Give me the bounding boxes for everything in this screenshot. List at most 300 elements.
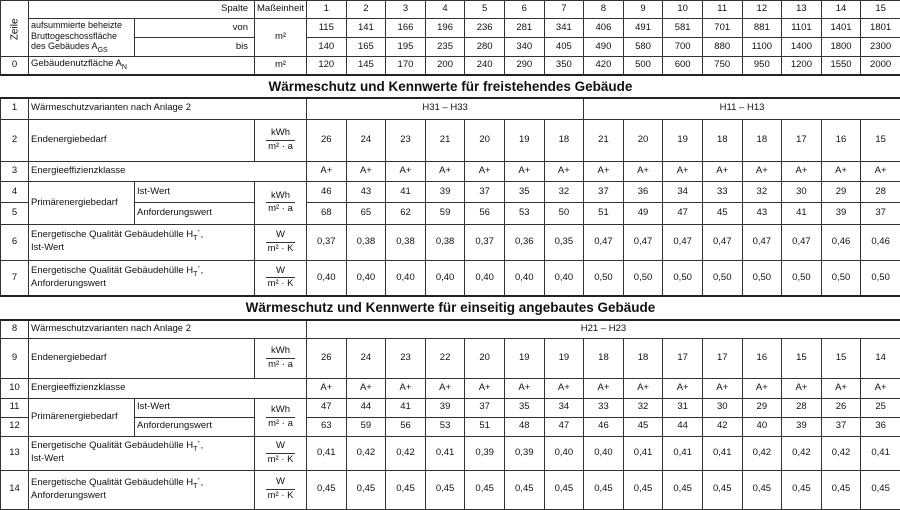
unit: $\frac{W}{\text{m² · K}}$ — [255, 470, 307, 509]
cell: 46 — [584, 417, 624, 436]
cell: 0,40 — [584, 436, 624, 470]
cell: 0,41 — [623, 436, 663, 470]
area-von-row — [1, 19, 900, 38]
cell: 23 — [386, 339, 426, 379]
cell: 166 — [386, 19, 426, 38]
cell: 56 — [386, 417, 426, 436]
cell: 0,41 — [702, 436, 742, 470]
cell: 196 — [425, 19, 465, 38]
cell: A+ — [584, 162, 624, 182]
area-label: aufsummierte beheizte Bruttogeschossfläche des Gebäudes $A_{GS}$ — [29, 19, 135, 57]
cell: 290 — [504, 57, 544, 75]
cell: 0,50 — [702, 260, 742, 296]
cell: 0,38 — [386, 224, 426, 260]
cell: 750 — [702, 57, 742, 75]
row-label: Energieeffizienzklasse — [29, 162, 307, 182]
cell: 0,45 — [307, 470, 347, 509]
col-header: 9 — [623, 1, 663, 19]
col-header: 3 — [386, 1, 426, 19]
cell: 0,37 — [465, 224, 505, 260]
cell: 40 — [742, 417, 782, 436]
variant-group-h11: H11 – H13 — [584, 98, 900, 119]
cell: 24 — [346, 339, 386, 379]
cell: A+ — [821, 162, 861, 182]
row-3 — [1, 162, 900, 182]
cell: 1800 — [821, 38, 861, 57]
row-number: 8 — [1, 320, 29, 339]
cell: 22 — [425, 339, 465, 379]
cell: 0,39 — [465, 436, 505, 470]
unit: $\frac{W}{\text{m² · K}}$ — [255, 260, 307, 296]
row-number: 1 — [1, 98, 29, 119]
cell: 0,42 — [742, 436, 782, 470]
cell: 30 — [782, 182, 822, 203]
cell: A+ — [346, 379, 386, 398]
cell: 0,45 — [504, 470, 544, 509]
unit: $\frac{W}{\text{m² · K}}$ — [255, 224, 307, 260]
cell: 26 — [307, 119, 347, 161]
cell: A+ — [623, 162, 663, 182]
cell: 0,47 — [623, 224, 663, 260]
cell: 63 — [307, 417, 347, 436]
cell: 31 — [663, 398, 703, 417]
cell: 0,35 — [544, 224, 584, 260]
cell: A+ — [742, 379, 782, 398]
cell: 29 — [821, 182, 861, 203]
cell: 0,42 — [386, 436, 426, 470]
cell: 41 — [386, 182, 426, 203]
cell: 43 — [346, 182, 386, 203]
cell: 0,47 — [663, 224, 703, 260]
cell: 120 — [307, 57, 347, 75]
row-label: Gebäudenutzfläche $A_N$ — [29, 57, 255, 75]
area-unit: m² — [255, 19, 307, 57]
cell: 28 — [861, 182, 900, 203]
cell: 0,42 — [782, 436, 822, 470]
cell: 36 — [861, 417, 900, 436]
cell: 39 — [425, 398, 465, 417]
cell: 0,37 — [307, 224, 347, 260]
cell: 341 — [544, 19, 584, 38]
cell: 18 — [623, 339, 663, 379]
cell: 0,40 — [425, 260, 465, 296]
cell: 15 — [821, 339, 861, 379]
cell: 0,45 — [663, 470, 703, 509]
cell: 281 — [504, 19, 544, 38]
cell: 15 — [782, 339, 822, 379]
row-number: 11 — [1, 398, 29, 417]
section-title: Wärmeschutz und Kennwerte für freistehendes Gebäude — [1, 75, 900, 98]
col-header: 5 — [465, 1, 505, 19]
cell: A+ — [782, 379, 822, 398]
cell: 29 — [742, 398, 782, 417]
cell: 280 — [465, 38, 505, 57]
row-label: Energetische Qualität Gebäudehülle $H_T´$, Anforderungswert — [29, 260, 255, 296]
cell: A+ — [861, 379, 900, 398]
cell: 0,40 — [307, 260, 347, 296]
row-13 — [1, 436, 900, 470]
section-1-title-row — [1, 75, 900, 98]
cell: 701 — [702, 19, 742, 38]
row-number: 6 — [1, 224, 29, 260]
variant-group-h21: H21 – H23 — [307, 320, 900, 339]
cell: 35 — [504, 182, 544, 203]
cell: 350 — [544, 57, 584, 75]
cell: 0,47 — [584, 224, 624, 260]
cell: 1550 — [821, 57, 861, 75]
cell: 18 — [544, 119, 584, 161]
cell: 59 — [425, 203, 465, 224]
cell: 0,41 — [307, 436, 347, 470]
cell: 37 — [861, 203, 900, 224]
col-header: 14 — [821, 1, 861, 19]
cell: 0,46 — [861, 224, 900, 260]
cell: 0,42 — [346, 436, 386, 470]
col-header: 15 — [861, 1, 900, 19]
cell: 37 — [584, 182, 624, 203]
cell: 34 — [663, 182, 703, 203]
col-header: 10 — [663, 1, 703, 19]
masseinheit-header: Maßeinheit — [255, 1, 307, 19]
cell: 47 — [544, 417, 584, 436]
row-number: 3 — [1, 162, 29, 182]
section-title: Wärmeschutz und Kennwerte für einseitig angebautes Gebäude — [1, 296, 900, 319]
cell: 47 — [307, 398, 347, 417]
cell: 51 — [465, 417, 505, 436]
cell: 32 — [544, 182, 584, 203]
cell: 145 — [346, 57, 386, 75]
cell: 0,50 — [742, 260, 782, 296]
cell: 19 — [504, 339, 544, 379]
cell: 32 — [742, 182, 782, 203]
cell: A+ — [386, 162, 426, 182]
cell: 45 — [702, 203, 742, 224]
cell: 62 — [386, 203, 426, 224]
cell: 20 — [465, 339, 505, 379]
unit: kWh m² · a — [255, 339, 307, 379]
row-label: Wärmeschutzvarianten nach Anlage 2 — [29, 320, 307, 339]
cell: 19 — [504, 119, 544, 161]
row-number: 14 — [1, 470, 29, 509]
cell: 45 — [623, 417, 663, 436]
cell: 0,50 — [821, 260, 861, 296]
cell: 1400 — [782, 38, 822, 57]
cell: 37 — [821, 417, 861, 436]
row-5 — [1, 203, 900, 224]
row-sublabel: Ist-Wert — [135, 182, 255, 203]
col-header: 6 — [504, 1, 544, 19]
cell: 0,40 — [544, 436, 584, 470]
cell: 0,41 — [861, 436, 900, 470]
cell: 18 — [742, 119, 782, 161]
cell: 56 — [465, 203, 505, 224]
row-sublabel: Anforderungswert — [135, 417, 255, 436]
row-14 — [1, 470, 900, 509]
cell: 37 — [465, 182, 505, 203]
cell: A+ — [504, 162, 544, 182]
cell: A+ — [702, 379, 742, 398]
cell: 24 — [346, 119, 386, 161]
cell: 51 — [584, 203, 624, 224]
row-9 — [1, 339, 900, 379]
cell: 0,45 — [465, 470, 505, 509]
cell: 881 — [742, 19, 782, 38]
cell: 17 — [782, 119, 822, 161]
cell: 580 — [623, 38, 663, 57]
row-10 — [1, 379, 900, 398]
unit: kWh m² · a — [255, 119, 307, 161]
bis-label: bis — [135, 38, 255, 57]
cell: 44 — [346, 398, 386, 417]
cell: 53 — [425, 417, 465, 436]
cell: 140 — [307, 38, 347, 57]
row-label: Energetische Qualität Gebäudehülle $H_T´$, Ist-Wert — [29, 224, 255, 260]
cell: A+ — [504, 379, 544, 398]
cell: A+ — [821, 379, 861, 398]
cell: 115 — [307, 19, 347, 38]
cell: 37 — [465, 398, 505, 417]
row-label: Wärmeschutzvarianten nach Anlage 2 — [29, 98, 307, 119]
cell: 21 — [425, 119, 465, 161]
cell: 0,40 — [386, 260, 426, 296]
cell: 50 — [544, 203, 584, 224]
cell: 15 — [861, 119, 900, 161]
cell: A+ — [465, 162, 505, 182]
cell: 0,45 — [623, 470, 663, 509]
unit: kWh m² · a — [255, 182, 307, 224]
row-sublabel: Ist-Wert — [135, 398, 255, 417]
cell: 170 — [386, 57, 426, 75]
cell: 35 — [504, 398, 544, 417]
cell: 0,38 — [346, 224, 386, 260]
row-number: 5 — [1, 203, 29, 224]
cell: 25 — [861, 398, 900, 417]
cell: 1200 — [782, 57, 822, 75]
cell: A+ — [307, 162, 347, 182]
row-11 — [1, 398, 900, 417]
cell: A+ — [425, 162, 465, 182]
cell: 0,45 — [425, 470, 465, 509]
cell: 0,50 — [861, 260, 900, 296]
cell: 44 — [663, 417, 703, 436]
cell: 39 — [782, 417, 822, 436]
cell: 880 — [702, 38, 742, 57]
cell: 0,47 — [702, 224, 742, 260]
unit: $\frac{W}{\text{m² · K}}$ — [255, 436, 307, 470]
zeile-header: Zeile — [1, 1, 29, 57]
row-number: 13 — [1, 436, 29, 470]
cell: 0,40 — [504, 260, 544, 296]
cell: 0,45 — [742, 470, 782, 509]
cell: 21 — [584, 119, 624, 161]
cell: 2000 — [861, 57, 900, 75]
cell: 0,45 — [584, 470, 624, 509]
col-header: 4 — [425, 1, 465, 19]
col-header: 1 — [307, 1, 347, 19]
cell: 47 — [663, 203, 703, 224]
cell: A+ — [623, 379, 663, 398]
cell: 33 — [584, 398, 624, 417]
cell: 65 — [346, 203, 386, 224]
cell: A+ — [544, 162, 584, 182]
cell: 0,45 — [702, 470, 742, 509]
cell: 1801 — [861, 19, 900, 38]
cell: 195 — [386, 38, 426, 57]
cell: 0,50 — [663, 260, 703, 296]
cell: 0,42 — [821, 436, 861, 470]
cell: 165 — [346, 38, 386, 57]
cell: 18 — [584, 339, 624, 379]
cell: 1401 — [821, 19, 861, 38]
row-1 — [1, 98, 900, 119]
cell: 0,38 — [425, 224, 465, 260]
cell: 0,41 — [425, 436, 465, 470]
row-number: 10 — [1, 379, 29, 398]
cell: 141 — [346, 19, 386, 38]
row-number: 2 — [1, 119, 29, 161]
cell: 0,45 — [782, 470, 822, 509]
col-header: 2 — [346, 1, 386, 19]
row-number: 7 — [1, 260, 29, 296]
cell: A+ — [346, 162, 386, 182]
cell: 32 — [623, 398, 663, 417]
cell: 18 — [702, 119, 742, 161]
cell: 53 — [504, 203, 544, 224]
cell: 46 — [307, 182, 347, 203]
cell: 0,50 — [782, 260, 822, 296]
cell: 17 — [663, 339, 703, 379]
primary-energy-label: Primärenergiebedarf — [29, 182, 135, 224]
row-8 — [1, 320, 900, 339]
cell: 0,39 — [504, 436, 544, 470]
cell: 0,45 — [821, 470, 861, 509]
cell: 491 — [623, 19, 663, 38]
row-sublabel: Anforderungswert — [135, 203, 255, 224]
cell: 0,40 — [544, 260, 584, 296]
col-header: 8 — [584, 1, 624, 19]
cell: A+ — [663, 379, 703, 398]
cell: A+ — [465, 379, 505, 398]
cell: 406 — [584, 19, 624, 38]
cell: 33 — [702, 182, 742, 203]
unit: kWh m² · a — [255, 398, 307, 436]
cell: 0,47 — [782, 224, 822, 260]
cell: 0,45 — [861, 470, 900, 509]
row-number: 12 — [1, 417, 29, 436]
cell: 2300 — [861, 38, 900, 57]
cell: 41 — [782, 203, 822, 224]
cell: 0,50 — [623, 260, 663, 296]
cell: 49 — [623, 203, 663, 224]
cell: 16 — [821, 119, 861, 161]
cell: A+ — [425, 379, 465, 398]
cell: 26 — [307, 339, 347, 379]
cell: 28 — [782, 398, 822, 417]
cell: 0,50 — [584, 260, 624, 296]
col-header: 13 — [782, 1, 822, 19]
header-row — [1, 1, 900, 19]
cell: 68 — [307, 203, 347, 224]
row-label: Energetische Qualität Gebäudehülle $H_T´$, Anforderungswert — [29, 470, 255, 509]
cell: 36 — [623, 182, 663, 203]
primary-energy-label: Primärenergiebedarf — [29, 398, 135, 436]
cell: 236 — [465, 19, 505, 38]
cell: 23 — [386, 119, 426, 161]
cell: 200 — [425, 57, 465, 75]
cell: 1101 — [782, 19, 822, 38]
cell: 0,36 — [504, 224, 544, 260]
cell: 19 — [544, 339, 584, 379]
cell: 600 — [663, 57, 703, 75]
row-0 — [1, 57, 900, 75]
area-bis-row — [1, 38, 900, 57]
cell: 405 — [544, 38, 584, 57]
cell: 26 — [821, 398, 861, 417]
cell: 0,40 — [346, 260, 386, 296]
cell: 59 — [346, 417, 386, 436]
cell: 1100 — [742, 38, 782, 57]
cell: 42 — [702, 417, 742, 436]
cell: A+ — [782, 162, 822, 182]
cell: 500 — [623, 57, 663, 75]
cell: 0,45 — [386, 470, 426, 509]
cell: 950 — [742, 57, 782, 75]
col-header: 7 — [544, 1, 584, 19]
unit: m² — [255, 57, 307, 75]
cell: 14 — [861, 339, 900, 379]
cell: 20 — [465, 119, 505, 161]
cell: 39 — [425, 182, 465, 203]
row-label: Energetische Qualität Gebäudehülle $H_T´$, Ist-Wert — [29, 436, 255, 470]
cell: 0,45 — [544, 470, 584, 509]
cell: 30 — [702, 398, 742, 417]
cell: A+ — [584, 379, 624, 398]
cell: 240 — [465, 57, 505, 75]
row-label: Endenergiebedarf — [29, 339, 255, 379]
row-number: 4 — [1, 182, 29, 203]
cell: 0,45 — [346, 470, 386, 509]
row-7 — [1, 260, 900, 296]
spalte-header: Spalte — [29, 1, 255, 19]
cell: A+ — [663, 162, 703, 182]
section-2-title-row — [1, 296, 900, 319]
row-6 — [1, 224, 900, 260]
cell: 700 — [663, 38, 703, 57]
cell: 0,47 — [742, 224, 782, 260]
cell: A+ — [307, 379, 347, 398]
cell: 235 — [425, 38, 465, 57]
cell: 48 — [504, 417, 544, 436]
row-label: Energieeffizienzklasse — [29, 379, 307, 398]
cell: 581 — [663, 19, 703, 38]
cell: 19 — [663, 119, 703, 161]
col-header: 11 — [702, 1, 742, 19]
cell: 420 — [584, 57, 624, 75]
cell: 16 — [742, 339, 782, 379]
von-label: von — [135, 19, 255, 38]
cell: 20 — [623, 119, 663, 161]
variant-group-h31: H31 – H33 — [307, 98, 584, 119]
row-2 — [1, 119, 900, 161]
cell: 0,40 — [465, 260, 505, 296]
cell: A+ — [702, 162, 742, 182]
cell: 0,41 — [663, 436, 703, 470]
cell: A+ — [386, 379, 426, 398]
cell: A+ — [544, 379, 584, 398]
cell: A+ — [861, 162, 900, 182]
cell: 17 — [702, 339, 742, 379]
col-header: 12 — [742, 1, 782, 19]
